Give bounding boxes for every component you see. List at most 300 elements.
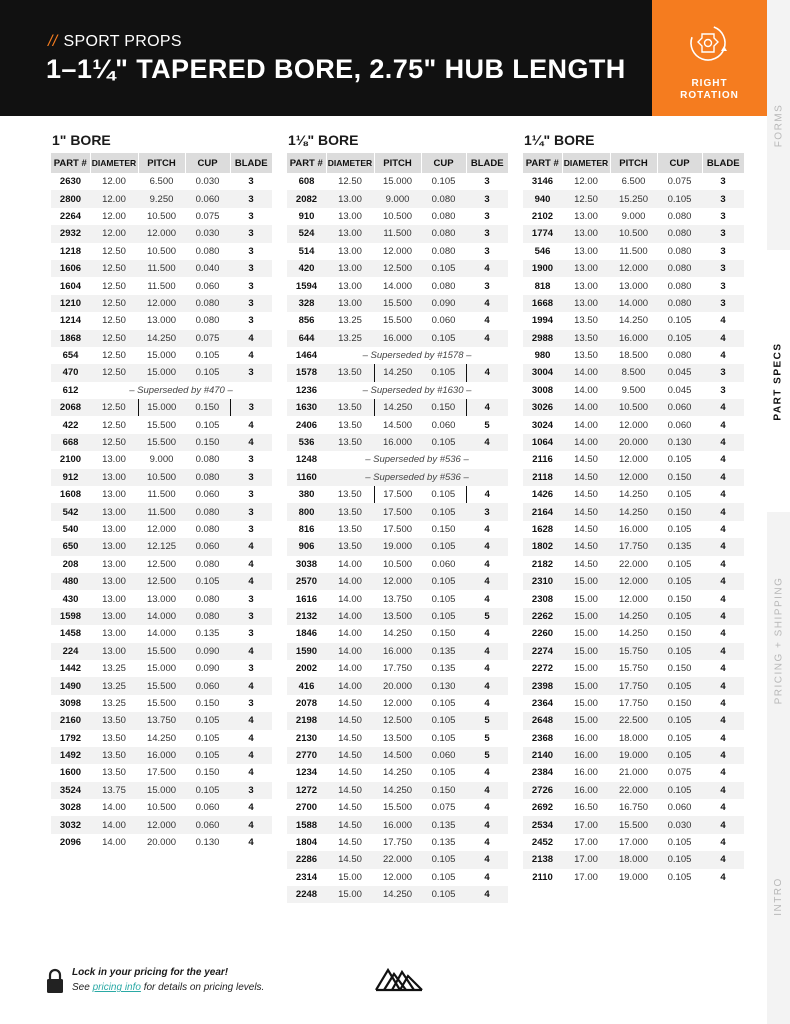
part-number: 2364 (531, 697, 554, 709)
cup-cell: 0.080 (657, 225, 702, 242)
part-number: 480 (51, 573, 90, 590)
blade-cell: 3 (230, 399, 272, 416)
cup-cell: 0.105 (667, 524, 692, 535)
part-number: 1600 (59, 767, 82, 779)
blade-cell: 3 (248, 315, 254, 327)
cup-cell: 0.080 (667, 210, 692, 222)
pitch-cell: 15.000 (138, 399, 185, 416)
table-row (51, 573, 272, 590)
blade-cell: 4 (230, 330, 272, 347)
diameter-cell: 14.50 (338, 767, 362, 779)
diameter-cell: 16.00 (574, 767, 598, 779)
pitch-cell: 16.000 (138, 747, 185, 764)
table-row (287, 486, 508, 503)
blade-cell: 4 (248, 350, 254, 362)
pitch-cell: 14.500 (382, 419, 413, 431)
part-number: 1994 (531, 315, 554, 327)
part-number: 2078 (295, 697, 318, 709)
blade-cell: 4 (230, 434, 272, 451)
pitch-cell: 13.000 (146, 315, 177, 327)
blade-cell: 4 (702, 573, 744, 590)
pitch-cell: 22.500 (610, 712, 657, 729)
diameter-cell: 12.00 (102, 210, 126, 222)
blade-cell: 4 (230, 747, 272, 764)
column-header: CUP (421, 153, 466, 173)
cup-cell: 0.060 (431, 419, 456, 431)
blade-cell: 4 (248, 837, 254, 849)
tab-pricing-shipping[interactable] (767, 512, 790, 768)
blade-cell: 4 (248, 767, 254, 779)
part-number: 1442 (59, 663, 82, 675)
diameter-cell: 15.00 (562, 573, 610, 590)
part-number: 2692 (531, 802, 554, 814)
cup-cell: 0.080 (431, 210, 456, 222)
cup-cell: 0.150 (421, 782, 466, 799)
blade-cell: 4 (720, 593, 726, 605)
right-rotation-icon (686, 20, 734, 66)
cup-cell: 0.135 (431, 663, 456, 675)
brand-logo (374, 966, 424, 992)
table-row (523, 382, 744, 399)
pitch-cell: 12.500 (138, 573, 185, 590)
blade-cell: 4 (230, 816, 272, 833)
part-number: 3098 (59, 697, 82, 709)
table-row (523, 364, 744, 381)
part-number: 1490 (51, 677, 90, 694)
blade-cell: 4 (230, 538, 272, 555)
pitch-cell: 15.000 (146, 663, 177, 675)
diameter-cell: 14.50 (338, 802, 362, 814)
cup-cell: 0.105 (195, 350, 220, 362)
blade-cell: 3 (230, 295, 272, 312)
part-number: 546 (534, 245, 551, 257)
part-number: 2164 (523, 503, 562, 520)
table-row (523, 573, 744, 590)
diameter-cell: 13.50 (326, 434, 374, 451)
part-number: 2398 (523, 677, 562, 694)
table-row (287, 503, 508, 520)
diameter-cell: 16.00 (562, 747, 610, 764)
cup-cell: 0.060 (431, 315, 456, 327)
part-number: 3026 (523, 399, 562, 416)
table-row (523, 782, 744, 799)
part-number: 2700 (295, 802, 318, 814)
table-row (523, 695, 744, 712)
diameter-cell: 15.00 (574, 593, 598, 605)
part-number: 980 (534, 350, 551, 362)
part-number: 1802 (523, 538, 562, 555)
part-number: 1064 (523, 434, 562, 451)
tab-intro[interactable] (767, 768, 790, 1024)
blade-cell: 3 (230, 190, 272, 207)
table-row (51, 416, 272, 433)
cup-cell: 0.030 (185, 225, 230, 242)
diameter-cell: 14.50 (338, 732, 362, 744)
table-row (523, 556, 744, 573)
part-number: 3028 (59, 802, 82, 814)
blade-cell: 4 (702, 608, 744, 625)
table-row (523, 799, 744, 816)
blade-cell: 4 (466, 677, 508, 694)
superseded-note: – Superseded by #1630 – (362, 384, 472, 396)
diameter-cell: 14.50 (326, 816, 374, 833)
cup-cell: 0.105 (657, 190, 702, 207)
blade-cell: 3 (484, 280, 490, 292)
diameter-cell: 13.00 (102, 454, 126, 466)
spec-table (287, 153, 508, 903)
diameter-cell: 13.00 (102, 593, 126, 605)
cup-cell: 0.080 (667, 280, 692, 292)
diameter-cell: 13.00 (574, 280, 598, 292)
table-row (523, 330, 744, 347)
diameter-cell: 17.00 (562, 851, 610, 868)
pitch-cell: 20.000 (374, 677, 421, 694)
pitch-cell: 16.000 (374, 816, 421, 833)
diameter-cell: 12.00 (574, 176, 598, 188)
pitch-cell: 16.000 (374, 330, 421, 347)
cup-cell: 0.150 (667, 697, 692, 709)
diameter-cell: 13.50 (574, 350, 598, 362)
cup-cell: 0.105 (185, 782, 230, 799)
part-number: 912 (51, 469, 90, 486)
blade-cell: 4 (720, 732, 726, 744)
rotation-label-line2: ROTATION (680, 90, 739, 101)
part-number: 2272 (531, 663, 554, 675)
pitch-cell: 17.500 (382, 524, 413, 535)
blade-cell: 4 (720, 454, 726, 466)
table-row (523, 747, 744, 764)
blade-cell: 4 (230, 712, 272, 729)
pitch-cell: 14.000 (146, 628, 177, 640)
blade-cell: 3 (248, 697, 254, 709)
pitch-cell: 10.500 (382, 558, 413, 570)
diameter-cell: 14.50 (574, 558, 598, 570)
diameter-cell: 14.50 (326, 747, 374, 764)
blade-cell: 3 (248, 454, 254, 466)
blade-cell: 4 (702, 503, 744, 520)
blade-cell: 4 (484, 593, 490, 605)
diameter-cell: 12.50 (90, 260, 138, 277)
blade-cell: 4 (466, 851, 508, 868)
diameter-cell: 13.00 (326, 190, 374, 207)
table-row (287, 851, 508, 868)
part-number: 3024 (531, 419, 554, 431)
footer-details-text: for details on pricing levels. (140, 982, 265, 993)
cup-cell: 0.060 (185, 538, 230, 555)
blade-cell: 3 (484, 176, 490, 188)
pitch-cell: 17.000 (618, 837, 649, 849)
diameter-cell: 13.50 (326, 364, 374, 381)
table-row (523, 243, 744, 260)
blade-cell: 3 (248, 280, 254, 292)
table-row (523, 225, 744, 242)
part-number: 2138 (523, 851, 562, 868)
footer-headline: Lock in your pricing for the year! (72, 967, 229, 978)
table-row (523, 660, 744, 677)
pitch-cell: 12.000 (382, 871, 413, 883)
column-header: DIAMETER (326, 153, 374, 173)
cup-cell: 0.150 (195, 767, 220, 779)
table-row (51, 225, 272, 242)
pitch-cell: 15.750 (610, 643, 657, 660)
pitch-cell: 11.500 (138, 260, 185, 277)
cup-cell: 0.060 (667, 802, 692, 814)
blade-cell: 4 (702, 782, 744, 799)
part-number: 3008 (531, 384, 554, 396)
part-number: 542 (51, 503, 90, 520)
table-row (51, 712, 272, 729)
part-number: 2274 (523, 643, 562, 660)
cup-cell: 0.150 (421, 399, 466, 416)
blade-cell: 4 (702, 712, 744, 729)
bore-table-1-1-4in (523, 131, 744, 886)
cup-cell: 0.080 (185, 503, 230, 520)
blade-cell: 4 (466, 573, 508, 590)
blade-cell: 3 (248, 628, 254, 640)
diameter-cell: 12.50 (102, 280, 126, 292)
blade-cell: 5 (466, 747, 508, 764)
diameter-cell: 16.00 (562, 782, 610, 799)
part-number: 2116 (532, 454, 553, 466)
blade-cell: 4 (720, 524, 726, 535)
blade-cell: 4 (484, 558, 490, 570)
cup-cell: 0.150 (185, 434, 230, 451)
blade-cell: 4 (702, 469, 744, 486)
blade-cell: 4 (720, 419, 726, 431)
cup-cell: 0.105 (657, 851, 702, 868)
pitch-cell: 14.500 (374, 747, 421, 764)
cup-cell: 0.105 (667, 454, 692, 466)
footer-detail (72, 982, 264, 993)
diameter-cell: 14.00 (562, 434, 610, 451)
diameter-cell: 14.00 (562, 399, 610, 416)
cup-cell: 0.040 (185, 260, 230, 277)
blade-cell: 4 (466, 816, 508, 833)
table-row (51, 799, 272, 816)
diameter-cell: 13.25 (90, 677, 138, 694)
superseded-note: – Superseded by #470 – (129, 384, 233, 396)
table-row (287, 782, 508, 799)
blade-cell: 5 (484, 419, 490, 431)
table-row (523, 503, 744, 520)
blade-cell: 4 (702, 434, 744, 451)
part-number: 2570 (287, 573, 326, 590)
tab-part-specs[interactable] (767, 250, 790, 512)
table-row (523, 816, 744, 833)
pitch-cell: 11.500 (619, 245, 648, 257)
blade-cell: 3 (230, 608, 272, 625)
diameter-cell: 14.00 (562, 364, 610, 381)
cup-cell: 0.060 (431, 558, 456, 570)
part-number: 536 (287, 434, 326, 451)
cup-cell: 0.090 (185, 643, 230, 660)
part-number: 2988 (523, 330, 562, 347)
table-row (51, 173, 272, 190)
pitch-cell: 8.500 (610, 364, 657, 381)
table-row (51, 538, 272, 555)
rotation-badge (652, 0, 767, 116)
diameter-cell: 13.50 (337, 489, 362, 501)
pitch-cell: 17.500 (374, 486, 421, 503)
pitch-cell: 14.250 (382, 767, 413, 779)
diameter-cell: 14.50 (562, 538, 610, 555)
cup-cell: 0.080 (421, 190, 466, 207)
part-number: 654 (62, 350, 79, 362)
cup-cell: 0.105 (421, 712, 466, 729)
diameter-cell: 13.50 (338, 419, 362, 431)
part-number: 1426 (531, 489, 554, 501)
part-number: 2310 (523, 573, 562, 590)
blade-cell: 4 (466, 643, 508, 660)
diameter-cell: 14.00 (326, 643, 374, 660)
column-header: PART # (523, 153, 562, 173)
part-number: 2182 (531, 558, 554, 570)
diameter-cell: 12.00 (90, 225, 138, 242)
table-row (287, 208, 508, 225)
column-header: PITCH (610, 153, 657, 173)
table-row (287, 538, 508, 555)
blade-cell: 4 (466, 399, 508, 416)
pitch-cell: 15.500 (610, 816, 657, 833)
pitch-cell: 13.000 (618, 280, 649, 292)
diameter-cell: 13.50 (90, 712, 138, 729)
column-header: BLADE (466, 153, 508, 173)
cup-cell: 0.030 (195, 176, 220, 188)
pitch-cell: 16.000 (610, 330, 657, 347)
table-row (51, 747, 272, 764)
cup-cell: 0.060 (185, 190, 230, 207)
pitch-cell: 10.500 (146, 210, 177, 222)
part-number: 1598 (51, 608, 90, 625)
table-row (51, 451, 272, 468)
part-number: 1606 (51, 260, 90, 277)
part-number: 420 (287, 260, 326, 277)
table-row (287, 277, 508, 294)
pitch-cell: 17.750 (610, 538, 657, 555)
table-row (287, 573, 508, 590)
cup-cell: 0.060 (195, 280, 220, 292)
pitch-cell: 12.000 (618, 593, 649, 605)
diameter-cell: 13.00 (338, 210, 362, 222)
diameter-cell: 13.50 (326, 399, 374, 416)
blade-cell: 3 (720, 210, 726, 222)
blade-cell: 3 (248, 489, 254, 501)
bore-table-1-1-8in (287, 131, 508, 903)
pitch-cell: 12.500 (374, 260, 421, 277)
pitch-cell: 10.500 (146, 245, 177, 257)
blade-cell: 4 (702, 816, 744, 833)
blade-cell: 3 (248, 210, 254, 222)
column-header: CUP (185, 153, 230, 173)
blade-cell: 3 (248, 663, 254, 675)
pitch-cell: 6.500 (149, 176, 174, 188)
diameter-cell: 12.50 (90, 399, 138, 416)
diameter-cell: 14.50 (326, 712, 374, 729)
pitch-cell: 17.750 (382, 837, 413, 849)
table-row (287, 608, 508, 625)
part-number: 2368 (531, 732, 554, 744)
pricing-info-link[interactable]: pricing info (92, 982, 141, 993)
part-number: 3146 (531, 176, 554, 188)
part-number: 422 (62, 419, 79, 431)
pitch-cell: 19.000 (374, 538, 421, 555)
blade-cell: 4 (230, 643, 272, 660)
column-header: BLADE (230, 153, 272, 173)
blade-cell: 5 (466, 712, 508, 729)
diameter-cell: 14.50 (562, 469, 610, 486)
pitch-cell: 14.250 (146, 732, 177, 744)
blade-cell: 4 (720, 350, 726, 362)
diameter-cell: 15.00 (326, 886, 374, 903)
table-row (287, 260, 508, 277)
pitch-cell: 12.000 (382, 245, 413, 257)
column-header: PITCH (138, 153, 185, 173)
part-number: 208 (62, 558, 79, 570)
cup-cell: 0.105 (421, 330, 466, 347)
part-number: 1628 (531, 524, 554, 535)
cup-cell: 0.105 (185, 712, 230, 729)
table-row (287, 173, 508, 190)
table-row (51, 382, 272, 399)
pitch-cell: 14.250 (374, 886, 421, 903)
pitch-cell: 15.000 (382, 176, 413, 188)
part-number: 2140 (523, 747, 562, 764)
tab-forms[interactable] (767, 0, 790, 250)
blade-cell: 3 (248, 245, 254, 257)
diameter-cell: 13.00 (562, 295, 610, 312)
part-number: 2800 (51, 190, 90, 207)
blade-cell: 4 (702, 851, 744, 868)
part-number: 430 (62, 593, 79, 605)
cup-cell: 0.105 (431, 767, 456, 779)
blade-cell: 3 (702, 295, 744, 312)
table-row (51, 330, 272, 347)
blade-cell: 4 (484, 524, 490, 535)
part-number: 2314 (295, 871, 318, 883)
blade-cell: 4 (466, 364, 508, 381)
cup-cell: 0.080 (657, 260, 702, 277)
diameter-cell: 12.50 (90, 434, 138, 451)
part-number: 2260 (531, 628, 554, 640)
part-number: 224 (51, 643, 90, 660)
part-number: 2068 (51, 399, 90, 416)
blade-cell: 4 (702, 538, 744, 555)
cup-cell: 0.105 (657, 330, 702, 347)
pitch-cell: 18.000 (618, 732, 649, 744)
pitch-cell: 14.250 (618, 628, 649, 640)
pitch-cell: 16.000 (618, 524, 649, 535)
blade-cell: 4 (248, 802, 254, 814)
pitch-cell: 10.500 (610, 225, 657, 242)
pitch-cell: 12.000 (618, 419, 649, 431)
table-row (523, 312, 744, 329)
pitch-cell: 12.000 (610, 573, 657, 590)
pitch-cell: 12.125 (138, 538, 185, 555)
column-header: DIAMETER (562, 153, 610, 173)
pitch-cell: 20.000 (146, 837, 177, 849)
blade-cell: 4 (484, 767, 490, 779)
bore-table-1in (51, 131, 272, 851)
part-number: 1608 (59, 489, 82, 501)
column-header: PART # (287, 153, 326, 173)
blade-cell: 4 (702, 677, 744, 694)
table-row (51, 434, 272, 451)
diameter-cell: 14.00 (338, 663, 362, 675)
cup-cell: 0.075 (667, 767, 692, 779)
table-row (523, 764, 744, 781)
blade-cell: 3 (466, 225, 508, 242)
table-row (287, 364, 508, 381)
